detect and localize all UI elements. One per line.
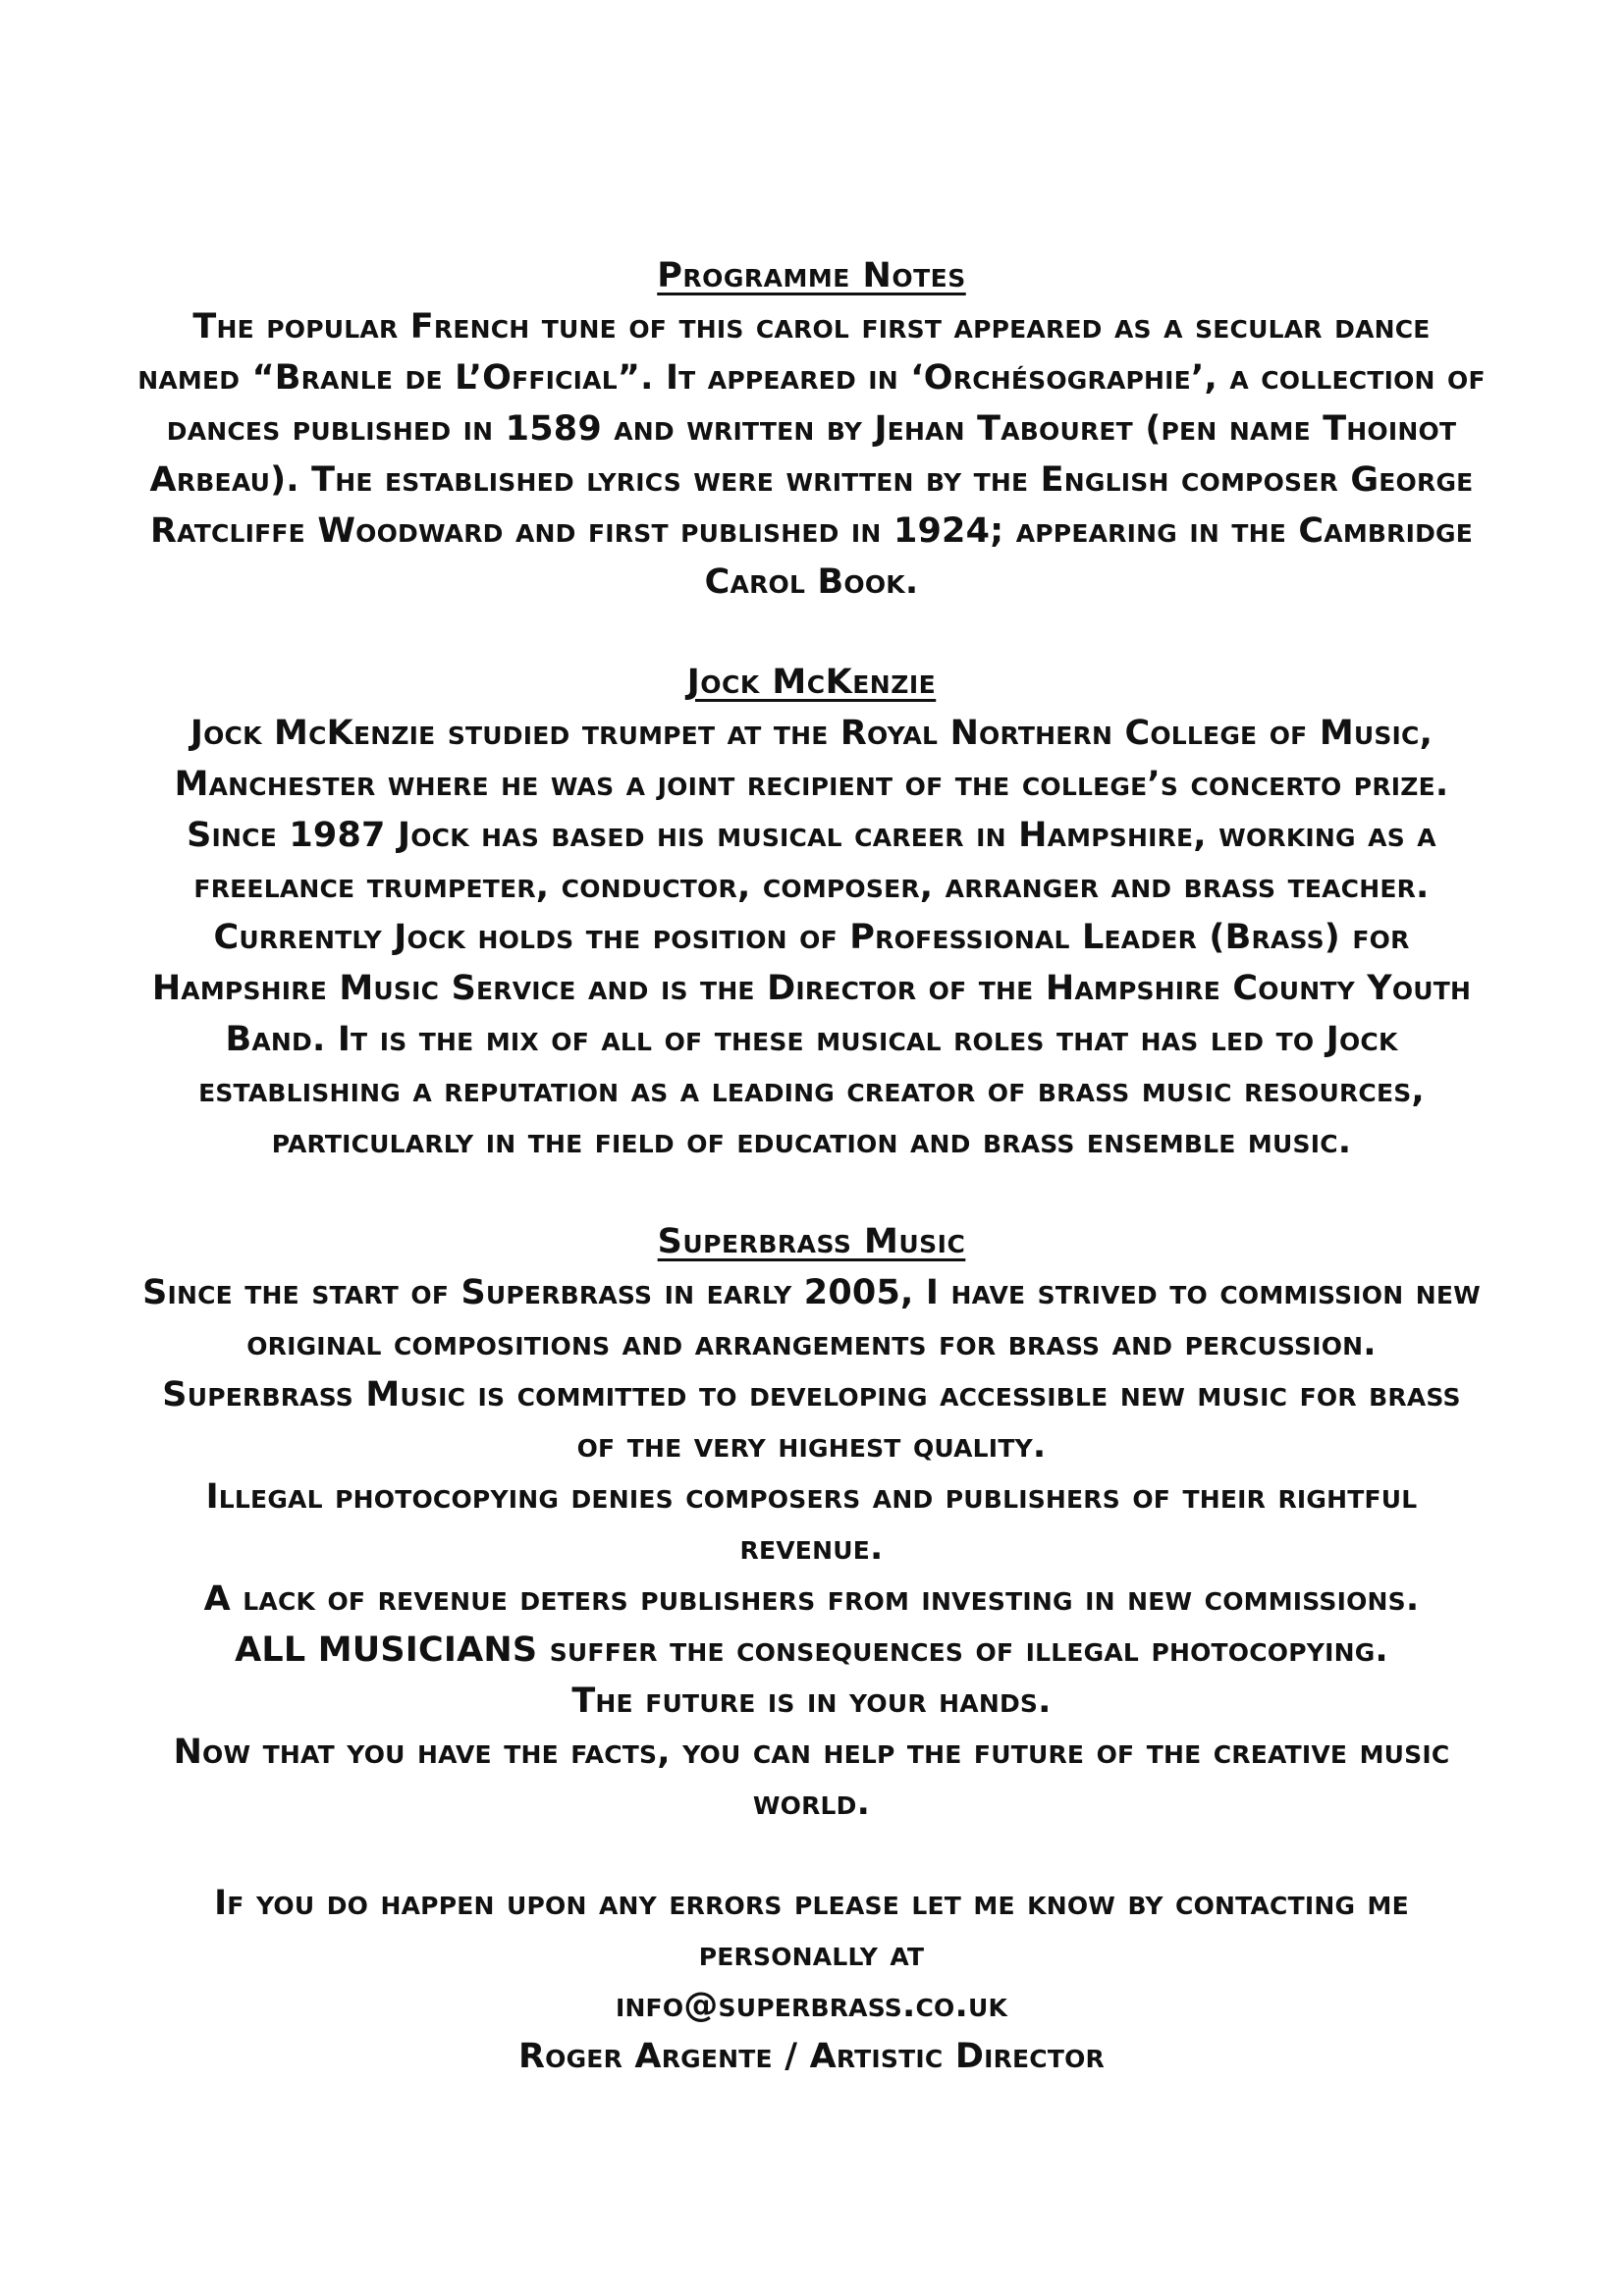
programme-notes-text: The popular French tune of this carol first appeared as a secular dance named “Branle de L’Official”. It appeared in ‘Orchésographie’, a collection of dances published in 1589 and written by Jehan Tabouret (pen name Thoinot Arbeau). The established lyrics were written by the English composer George Ratcliffe Woodward and first published in 1924; appearing in the Cambridge Carol Book. [137, 307, 1486, 602]
contact-email: info@superbrass.co.uk [615, 1986, 1008, 2025]
superbrass-heading: Superbrass Music [657, 1222, 966, 1261]
contact-section [137, 1878, 1486, 2082]
document-page [137, 250, 1486, 2131]
biography-heading: Jock McKenzie [686, 663, 937, 702]
errors-request: If you do happen upon any errors please let me know by contacting me personally at [214, 1884, 1409, 1974]
photocopying-warning: Illegal photocopying denies composers and publishers of their rightful revenue. [205, 1477, 1418, 1568]
biography-text: Jock McKenzie studied trumpet at the Royal Northern College of Music, Manchester where he was a joint recipient of the college’s concerto prize. Since 1987 Jock has based his musical career in Hampshire, working as a freelance trumpeter, conductor, composer, arranger and brass teacher. Currently Jock holds the position of Professional Leader (Brass) for Hampshire Music Service and is the Director of the Hampshire County Youth Band. It is the mix of all of these musical roles that has led to Jock establishing a reputation as a leading creator of brass music resources, particularly in the field of education and brass ensemble music. [151, 714, 1472, 1161]
future-statement: The future is in your hands. [571, 1682, 1052, 1721]
facts-statement: Now that you have the facts, you can help the future of the creative music world. [173, 1733, 1450, 1823]
revenue-warning: A lack of revenue deters publishers from investing in new commissions. [203, 1579, 1420, 1619]
signature: Roger Argente / Artistic Director [517, 2037, 1106, 2076]
superbrass-section [137, 1216, 1486, 1829]
biography-section [137, 657, 1486, 1167]
musicians-warning-rest: suffer the consequences of illegal photocopying. [537, 1630, 1388, 1670]
programme-notes-heading: Programme Notes [657, 256, 966, 295]
superbrass-intro: Since the start of Superbrass in early 2005, I have strived to commission new original compositions and arrangements for brass and percussion. [142, 1273, 1481, 1363]
programme-notes-section [137, 250, 1486, 608]
all-musicians-emphasis: ALL MUSICIANS [235, 1630, 538, 1670]
musicians-warning [137, 1625, 1486, 1676]
superbrass-commitment: Superbrass Music is committed to developing accessible new music for brass of the very highest quality. [162, 1375, 1461, 1466]
